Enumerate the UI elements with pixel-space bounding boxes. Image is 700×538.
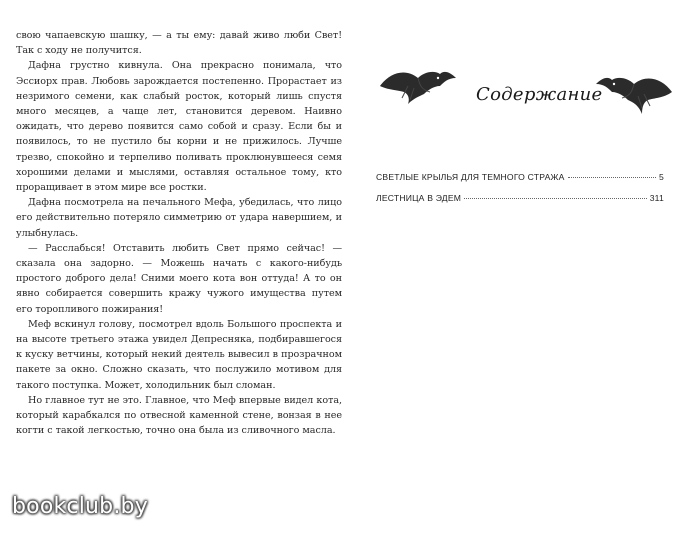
toc-leader-dots <box>568 177 656 178</box>
dragon-left-icon <box>378 64 458 110</box>
right-page <box>374 60 684 203</box>
toc-header <box>374 60 684 130</box>
paragraph-5: Меф вскинул голову, посмотрел вдоль Большого проспекта и на высоте третьего этажа увидел Депресняка, подбиравшегося к куску ветчины, который некий деятель вывесил в прозрачном пакете за окно. Сложно сказать, что послужило мотивом для такого поступка. Может, холодильник был сломан. <box>16 318 342 391</box>
toc-entry[interactable] <box>376 193 664 203</box>
toc-entry[interactable] <box>376 172 664 182</box>
paragraph-4: — Расслабься! Отставить любить Свет прямо сейчас! — сказала она задорно. — Можешь начать с какого-нибудь простого доброго дела! Сними моего кота вон оттуда! А то он явно собирается совершить кражу чужого имущества путем его торопливого пожирания! <box>16 242 342 315</box>
toc-entry-page: 311 <box>649 193 664 203</box>
paragraph-6: Но главное тут не это. Главное, что Меф впервые видел кота, который карабкался по отвесной каменной стене, вонзая в нее когти с такой легкостью, точно она была из сливочного масла. <box>16 394 342 437</box>
toc-entry-name: СВЕТЛЫЕ КРЫЛЬЯ ДЛЯ ТЕМНОГО СТРАЖА <box>376 172 565 182</box>
left-page <box>16 28 342 438</box>
toc-entry-page: 5 <box>659 172 664 182</box>
toc-title: Содержание <box>476 84 603 105</box>
paragraph-3: Дафна посмотрела на печального Мефа, убедилась, что лицо его действительно потеряло симметрию от удара навершием, и улыбнулась. <box>16 197 342 239</box>
dragon-right-icon <box>592 72 674 118</box>
toc-list <box>376 172 664 214</box>
paragraph-2: Дафна грустно кивнула. Она прекрасно понимала, что Эссиорх прав. Любовь зарождается постепенно. Прорастает из незримого семени, как слабый росток, который лишь спустя много месяцев, а чаще лет, становится деревом. Наивно ожидать, что дерево появится само собой и сразу. Если бы и появилось, то не пустило бы корни и не прижилось. Лучше трезво, спокойно и терпеливо поливать проклюнувшееся семя хорошими делами и мыслями, оставляя остальное тому, кто проращивает в этом мире все ростки. <box>16 60 342 194</box>
toc-entry-name: ЛЕСТНИЦА В ЭДЕМ <box>376 193 462 203</box>
paragraph-1: свою чапаевскую шашку, — а ты ему: давай живо люби Свет! Так с ходу не получится. <box>16 30 342 57</box>
toc-leader-dots <box>464 198 647 199</box>
watermark: bookclub.by <box>12 494 148 519</box>
